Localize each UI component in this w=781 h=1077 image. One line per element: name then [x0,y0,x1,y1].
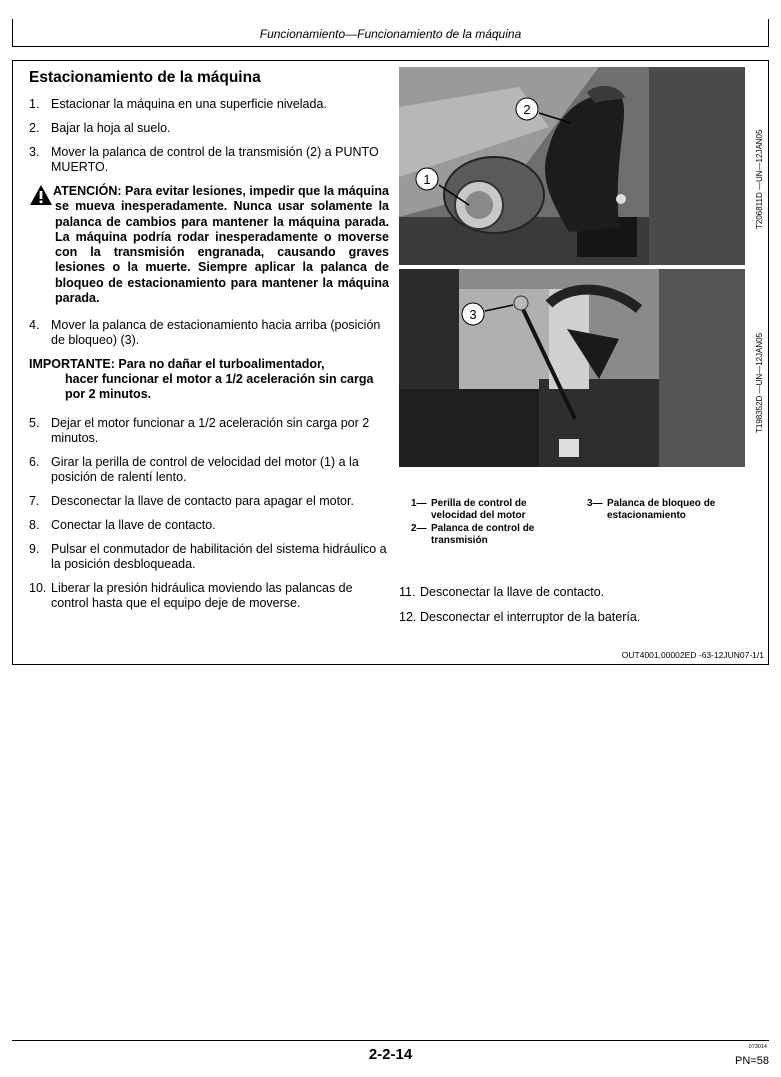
important-label: IMPORTANTE: [29,357,115,372]
instructions-column [29,69,389,620]
page-number: 2-2-14 [368,1046,413,1063]
step-item: 4. Mover la palanca de estacionamiento hacia arriba (posición de bloqueo) (3). [29,318,381,348]
step-item: 1. Estacionar la máquina en una superficie nivelada. [29,97,327,111]
callout-3: 3 [469,307,477,322]
footer-code: 073014 [748,1044,767,1050]
content-box [12,60,769,665]
photo-illustration [399,269,745,467]
page-header [12,19,769,47]
step-item: 11. Desconectar la llave de contacto. [399,585,605,599]
important-note: IMPORTANTE: Para no dañar el turboalimentador, hacer funcionar el motor a 1/2 aceleración sin carga por 2 minutos. [29,357,374,402]
photo-code: T206811D —UN—12JAN05 [755,129,764,229]
footer-divider [12,1040,769,1041]
callout-2: 2 [523,102,531,117]
warning-text: Para evitar lesiones, impedir que la máquina se mueva inesperadamente. Nunca usar solamente la palanca de cambios para mantener la máquina parada. La máquina podría rodar inesperadamente o moverse con la transmisión engranada, causando graves lesiones o la muerte. Siempre aplicar la palanca de bloqueo de estacionamiento para mantener la máquina parada. [55,184,389,306]
step-item: 12. Desconectar el interruptor de la batería. [399,610,641,624]
step-item: 5. Dejar el motor funcionar a 1/2 aceleración sin carga por 2 minutos. [29,416,370,446]
photo-illustration [399,67,745,265]
step-item: 9. Pulsar el conmutador de habilitación del sistema hidráulico a la posición desbloqueada. [29,542,387,572]
warning-label: ATENCIÓN: [53,184,122,198]
step-item: 10. Liberar la presión hidráulica moviendo las palancas de control hasta que el equipo deje de moverse. [29,581,353,611]
legend-item: 1— Perilla de control de velocidad del motor [411,498,527,521]
footer-pn: PN=58 [735,1055,769,1067]
step-item: 7. Desconectar la llave de contacto para apagar el motor. [29,494,354,509]
photo-code: T198352D —UN—12JAN05 [755,332,764,433]
legend-item: 2— Palanca de control de transmisión [411,523,535,546]
callout-1: 1 [423,172,431,187]
warning-triangle-icon [29,184,55,306]
reference-code: OUT4001,00002ED -63-12JUN07-1/1 [621,650,764,660]
step-item: 2. Bajar la hoja al suelo. [29,121,171,135]
legend-item: 3— Palanca de bloqueo de estacionamiento [587,498,716,521]
instructions-column-right [399,585,759,635]
step-item: 6. Girar la perilla de control de velocidad del motor (1) a la posición de ralentí lento. [29,455,359,485]
warning-block [29,184,389,306]
step-item: 8. Conectar la llave de contacto. [29,518,216,533]
section-title: Estacionamiento de la máquina [29,69,261,86]
step-item: 3. Mover la palanca de control de la transmisión (2) a PUNTO MUERTO. [29,145,379,174]
header-title: Funcionamiento—Funcionamiento de la máquina [259,27,522,41]
photo-transmission-lever [399,67,745,265]
photo-park-lever [399,269,745,467]
